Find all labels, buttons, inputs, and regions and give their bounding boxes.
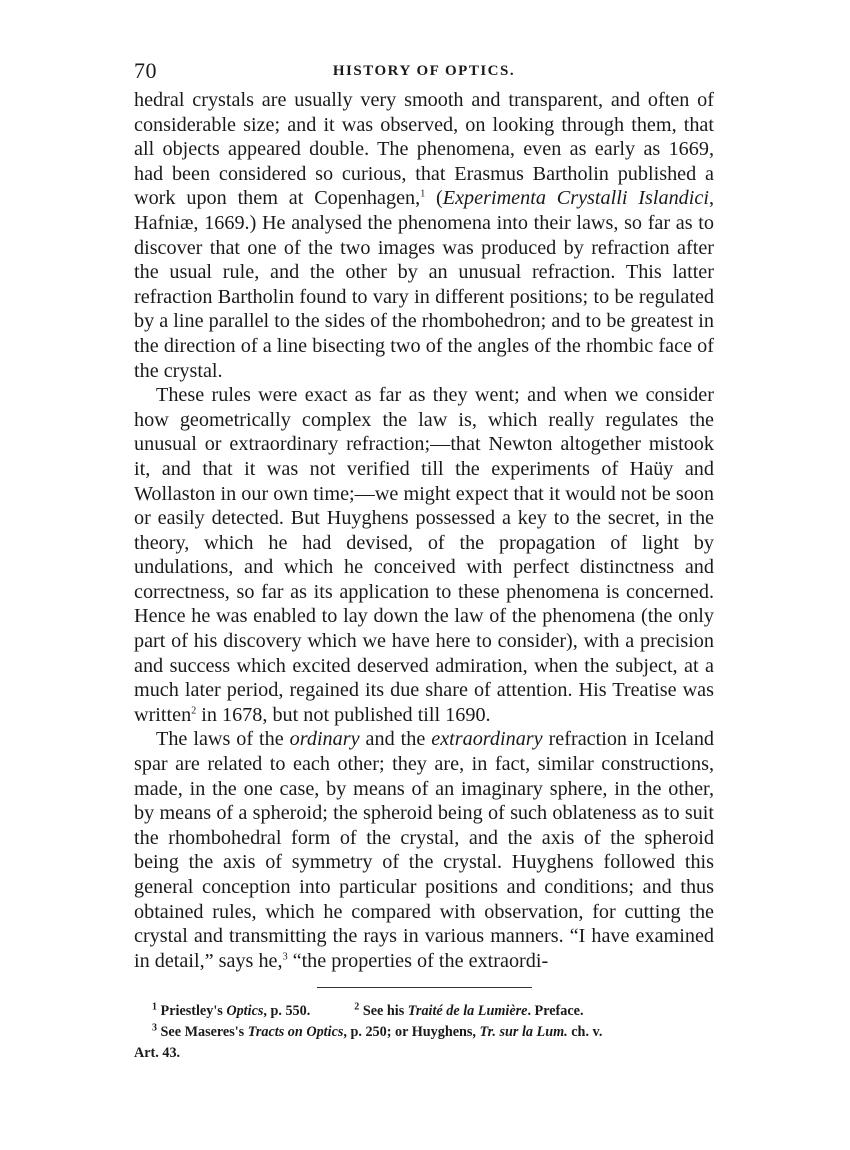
footnote-line-3 [134,1043,714,1064]
footnote-2: $^2$ See his Traité de la Lumière. Preface. [354,1001,584,1020]
paragraph-2: These rules were exact as far as they went; and when we consider how geometrically complex the law is, which really regulates the unusual or extraordinary refraction;—that Newton altogether mistook it, and that it was not verified till the experiments of Haüy and Wollaston in our own time;—we might expect that it would not be soon or easily detected. But Huyghens possessed a key to the secret, in the theory, which he had devised, of the propagation of light by undulations, and which he conceived with perfect distinctness and correctness, so far as its application to these phenomena is concerned. Hence he was enabled to lay down the law of the phenomena (the only part of his discovery which we have here to consider), with a precision and success which excited deserved admiration, when the subject, at a much later period, regained its due share of attention. His Treatise was written$^2$ in 1678, but not published till 1690. [134,384,714,726]
running-head: HISTORY OF OPTICS. [332,63,516,79]
footnote-divider [317,987,532,988]
page-number: 70 [134,58,157,83]
footnote-3-continued: Art. 43. [134,1045,181,1062]
footnote-line-2 [134,1022,714,1043]
paragraph-3: The laws of the ordinary and the extraordinary refraction in Iceland spar are related to each other; they are, in fact, similar constructions, made, in the one case, by means of an imaginary sphere, in the other, by means of a spheroid; the spheroid being of such oblateness as to suit the rhombohedral form of the crystal, and the axis of the spheroid being the axis of symmetry of the crystal. Huyghens followed this general conception into particular positions and conditions; and thus obtained rules, which he compared with observation, for cutting the crystal and transmitting the rays in various manners. “I have examined in detail,” says he,$^3$ “the properties of the extraordi- [134,728,715,972]
book-page [134,58,714,1064]
body-text [134,88,714,973]
footnote-3: $^3$ See Maseres's Tracts on Optics, p. 250; or Huyghens, Tr. sur la Lum. ch. v. [152,1022,603,1041]
page-header [134,58,714,88]
footnotes [134,1001,714,1064]
paragraph-1: hedral crystals are usually very smooth and transparent, and often of considerable size; and it was observed, on looking through them, that all objects appeared double. The phenomena, even as early as 1669, had been considered so curious, that Erasmus Bartholin published a work upon them at Copenhagen,$^1$ (Experimenta Crystalli Islandici, Hafniæ, 1669.) He analysed the phenomena into their laws, so far as to discover that one of the two images was produced by refraction after the usual rule, and the other by an unusual refraction. This latter refraction Bartholin found to vary in different positions; to be regulated by a line parallel to the sides of the rhombohedron; and to be greatest in the direction of a line bisecting two of the angles of the rhombic face of the crystal. [134,89,714,382]
footnote-line-1 [134,1001,714,1022]
footnote-1: $^1$ Priestley's Optics, p. 550. [152,1001,311,1020]
